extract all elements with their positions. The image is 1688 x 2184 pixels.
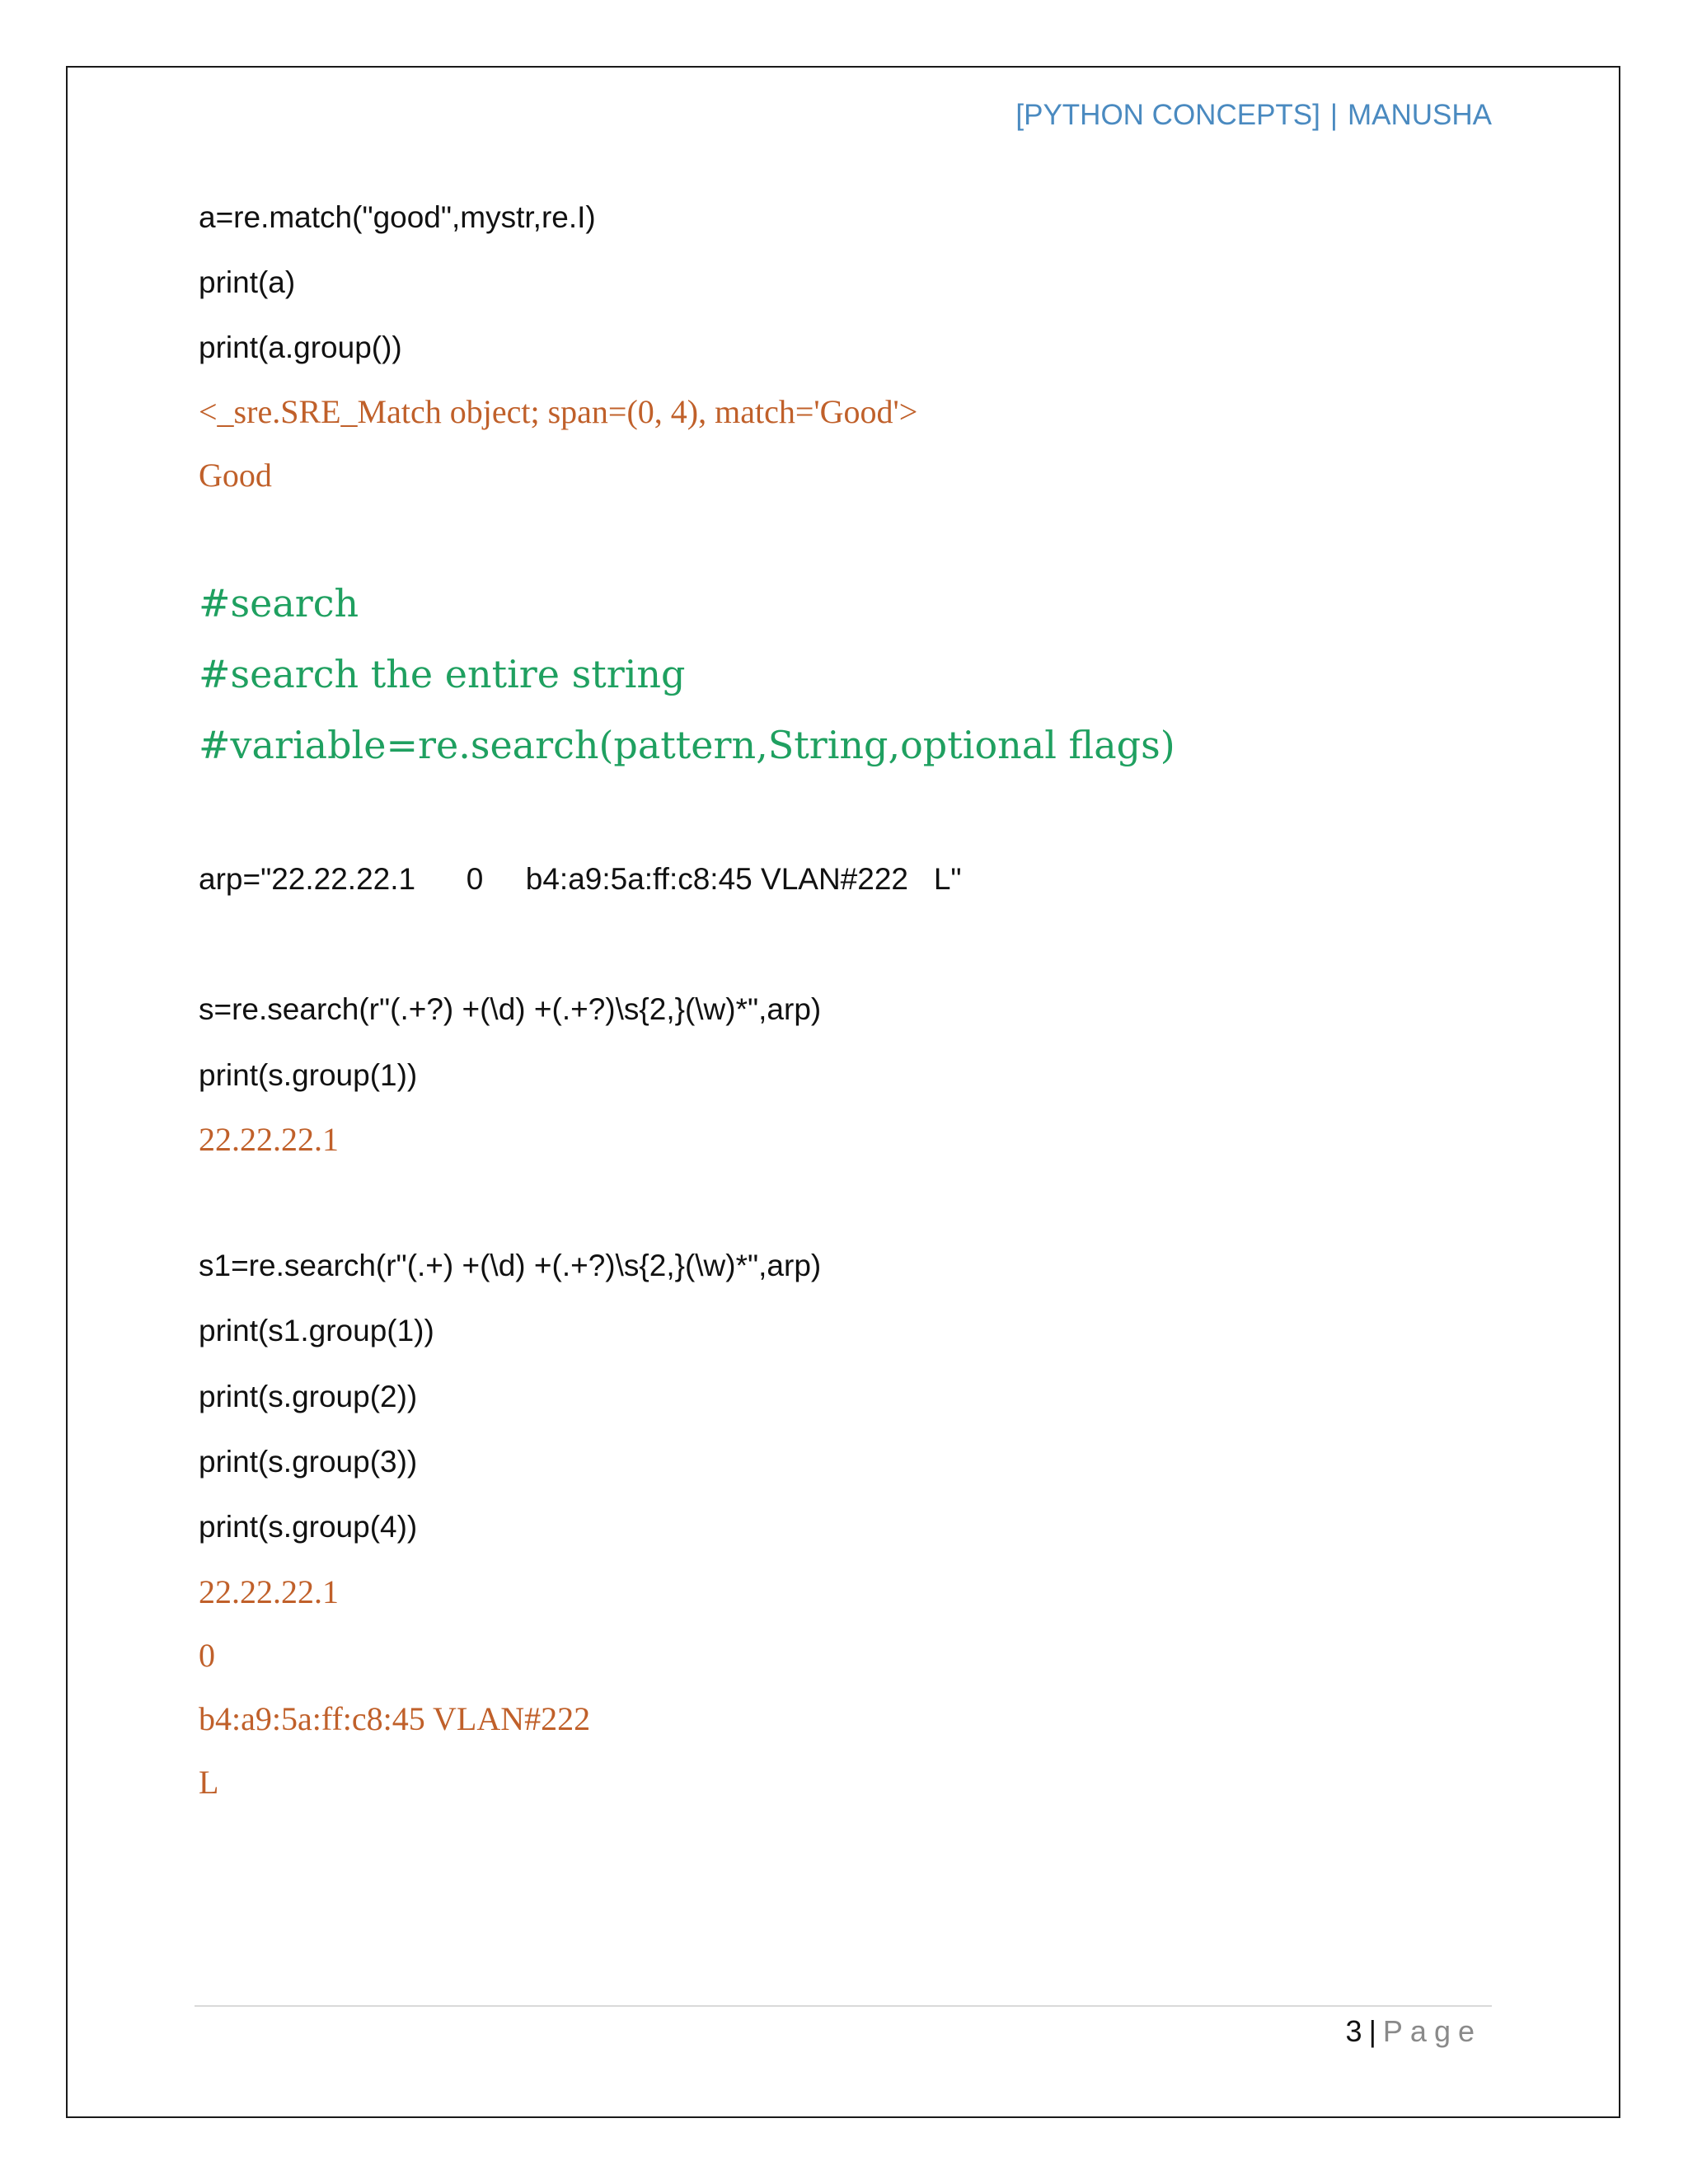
output-line: <_sre.SRE_Match object; span=(0, 4), match='Good'> <box>199 393 918 430</box>
output-line: b4:a9:5a:ff:c8:45 VLAN#222 <box>199 1700 591 1737</box>
page-label: Page <box>1382 2014 1482 2048</box>
comment-line: #variable=re.search(pattern,String,optional flags) <box>199 723 1175 767</box>
code-line: print(a.group()) <box>199 330 402 364</box>
code-line: a=re.match("good",mystr,re.I) <box>199 200 596 234</box>
page-border <box>66 66 1620 2118</box>
header-title: [PYTHON CONCEPTS] <box>1015 99 1320 131</box>
output-line: L <box>199 1764 219 1801</box>
code-line: s1=re.search(r"(.+) +(\d) +(.+?)\s{2,}(\w)*",arp) <box>199 1249 822 1282</box>
code-line: arp="22.22.22.1 0 b4:a9:5a:ff:c8:45 VLAN#222 L" <box>199 862 962 896</box>
code-line: print(s.group(4)) <box>199 1510 418 1544</box>
footer-divider <box>195 2005 1492 2007</box>
footer-separator: | <box>1368 2014 1376 2048</box>
header-author: MANUSHA <box>1347 99 1492 131</box>
code-line: print(s.group(1)) <box>199 1058 418 1092</box>
output-line: 22.22.22.1 <box>199 1573 339 1610</box>
output-line: 0 <box>199 1637 215 1674</box>
code-line: print(s.group(3)) <box>199 1445 418 1479</box>
code-line: s=re.search(r"(.+?) +(\d) +(.+?)\s{2,}(\w)*",arp) <box>199 992 822 1026</box>
output-line: Good <box>199 457 272 494</box>
comment-line: #search the entire string <box>199 652 686 696</box>
page-footer <box>1346 2014 1482 2049</box>
page-number: 3 <box>1345 2014 1362 2048</box>
code-line: print(s1.group(1)) <box>199 1314 434 1347</box>
code-line: print(a) <box>199 265 296 299</box>
code-line: print(s.group(2)) <box>199 1380 418 1413</box>
comment-line: #search <box>199 581 359 626</box>
output-line: 22.22.22.1 <box>199 1121 339 1158</box>
page-header <box>1015 99 1492 132</box>
header-separator: | <box>1329 99 1338 131</box>
